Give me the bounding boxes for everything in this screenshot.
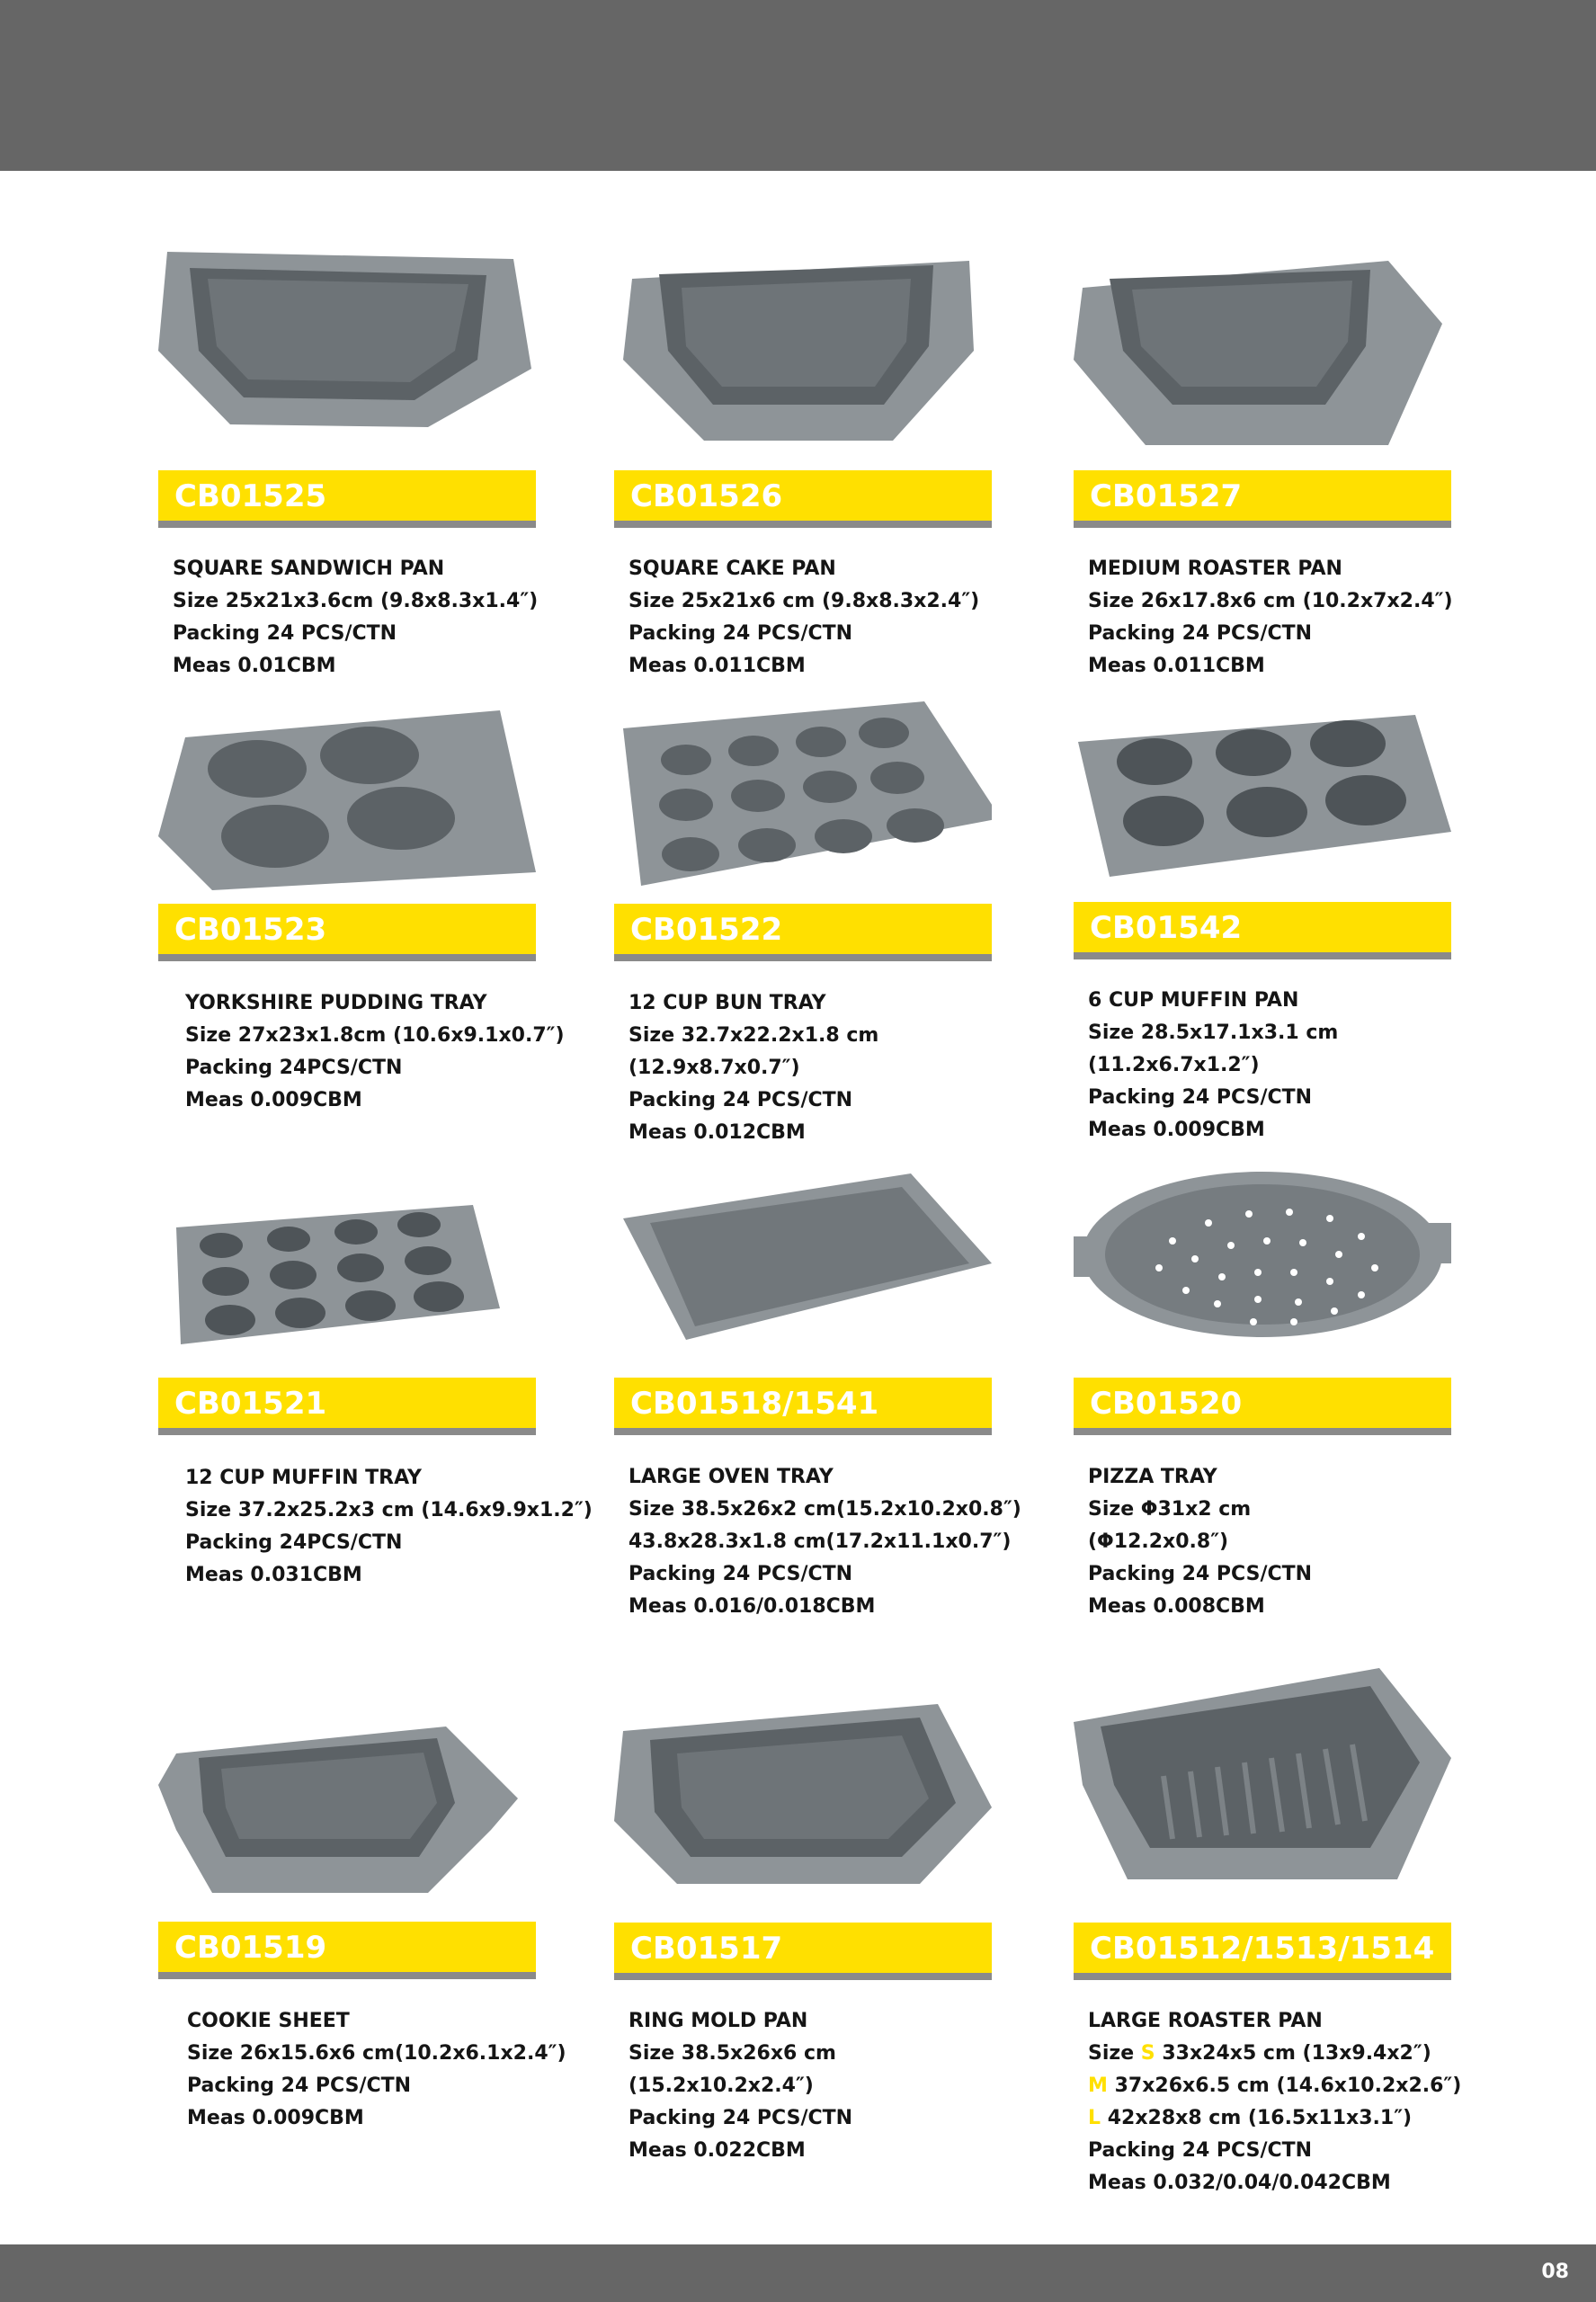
product-code-bar [1074, 1378, 1451, 1435]
product-spec [187, 2005, 566, 2135]
product-code: CB01518/1541 [630, 1386, 879, 1422]
product-name: COOKIE SHEET [187, 2010, 350, 2032]
product-spec [629, 2005, 852, 2167]
ring-mold-pan-image [614, 1704, 992, 1884]
product-packing: Packing 24 PCS/CTN [1088, 622, 1313, 645]
product-code: CB01512/1513/1514 [1090, 1931, 1435, 1967]
product-meas: Meas 0.022CBM [629, 2139, 806, 2162]
product-code-bar [1074, 902, 1451, 959]
product-code-bar [614, 1923, 992, 1980]
product-meas: Meas 0.008CBM [1088, 1595, 1265, 1618]
product-size: Size 38.5x26x2 cm(15.2x10.2x0.8″) [629, 1498, 1021, 1521]
size-value-s: 33x24x5 cm (13x9.4x2″) [1162, 2042, 1431, 2065]
product-spec [1088, 985, 1338, 1147]
product-code-bar [158, 1922, 536, 1979]
product-packing: Packing 24 PCS/CTN [187, 2074, 412, 2097]
product-size: Size 25x21x6 cm (9.8x8.3x2.4″) [629, 590, 980, 612]
product-name: PIZZA TRAY [1088, 1466, 1217, 1488]
product-size: Size 26x15.6x6 cm(10.2x6.1x2.4″) [187, 2042, 566, 2065]
product-name: 6 CUP MUFFIN PAN [1088, 989, 1299, 1012]
product-code: CB01542 [1090, 910, 1243, 946]
product-spec [185, 987, 565, 1117]
product-code-bar [158, 1378, 536, 1435]
product-packing: Packing 24 PCS/CTN [173, 622, 397, 645]
product-code-bar [614, 904, 992, 961]
product-size: Size 38.5x26x6 cm [629, 2042, 836, 2065]
product-packing: Packing 24PCS/CTN [185, 1057, 403, 1079]
size-value-m: 37x26x6.5 cm (14.6x10.2x2.6″) [1114, 2074, 1462, 2097]
product-spec [1088, 2005, 1461, 2199]
product-size-inches: (12.9x8.7x0.7″) [629, 1057, 800, 1079]
product-spec [173, 553, 538, 683]
product-code: CB01517 [630, 1931, 783, 1967]
page-number: 08 [1541, 2261, 1569, 2283]
product-name: RING MOLD PAN [629, 2010, 808, 2032]
size-tag-s: S [1140, 2042, 1155, 2065]
product-meas: Meas 0.016/0.018CBM [629, 1595, 876, 1618]
product-spec [1088, 1461, 1312, 1623]
product-code-bar [614, 470, 992, 528]
product-packing: Packing 24 PCS/CTN [629, 622, 853, 645]
square-cake-pan-image [614, 225, 992, 445]
header-band [0, 0, 1596, 171]
product-code: CB01519 [174, 1930, 327, 1966]
product-meas: Meas 0.009CBM [1088, 1119, 1265, 1141]
product-code: CB01522 [630, 912, 783, 948]
product-code: CB01523 [174, 912, 327, 948]
product-code: CB01527 [1090, 478, 1243, 514]
product-code-bar [1074, 1923, 1451, 1980]
product-name: YORKSHIRE PUDDING TRAY [185, 992, 487, 1014]
medium-roaster-pan-image [1074, 225, 1451, 445]
12-cup-muffin-tray-image [158, 1196, 536, 1344]
product-meas: Meas 0.009CBM [187, 2107, 364, 2129]
large-roaster-pan-image [1074, 1668, 1451, 1879]
product-meas: Meas 0.032/0.04/0.042CBM [1088, 2172, 1391, 2194]
product-name: SQUARE SANDWICH PAN [173, 558, 445, 580]
product-code: CB01521 [174, 1386, 327, 1422]
product-meas: Meas 0.009CBM [185, 1089, 362, 1111]
product-size-inches: (11.2x6.7x1.2″) [1088, 1054, 1260, 1076]
product-size-m [1088, 2070, 1461, 2102]
product-meas: Meas 0.01CBM [173, 655, 336, 677]
size-value-l: 42x28x8 cm (16.5x11x3.1″) [1107, 2107, 1413, 2129]
product-meas: Meas 0.012CBM [629, 1121, 806, 1144]
product-spec [185, 1462, 593, 1592]
product-name: MEDIUM ROASTER PAN [1088, 558, 1342, 580]
product-size-l [1088, 2102, 1461, 2135]
product-name: 12 CUP MUFFIN TRAY [185, 1467, 422, 1489]
yorkshire-pudding-tray-image [158, 710, 536, 904]
product-meas: Meas 0.011CBM [1088, 655, 1265, 677]
square-sandwich-pan-image [158, 225, 536, 445]
product-spec [1088, 553, 1453, 683]
product-size: Size Φ31x2 cm [1088, 1498, 1252, 1521]
6-cup-muffin-pan-image [1074, 706, 1451, 881]
footer-band [0, 2244, 1596, 2302]
pizza-tray-image [1074, 1169, 1451, 1340]
product-code-bar [614, 1378, 992, 1435]
product-code-bar [158, 470, 536, 528]
product-name: LARGE OVEN TRAY [629, 1466, 834, 1488]
product-size-s [1088, 2038, 1461, 2070]
product-packing: Packing 24PCS/CTN [185, 1531, 403, 1554]
product-size-large: 43.8x28.3x1.8 cm(17.2x11.1x0.7″) [629, 1530, 1012, 1553]
cookie-sheet-image [158, 1722, 536, 1897]
product-name: SQUARE CAKE PAN [629, 558, 836, 580]
product-spec [629, 553, 979, 683]
product-packing: Packing 24 PCS/CTN [1088, 1563, 1313, 1585]
12-cup-bun-tray-image [614, 701, 992, 890]
product-size: Size 25x21x3.6cm (9.8x8.3x1.4″) [173, 590, 539, 612]
product-spec [629, 1461, 1021, 1623]
product-meas: Meas 0.011CBM [629, 655, 806, 677]
product-packing: Packing 24 PCS/CTN [629, 1089, 853, 1111]
product-packing: Packing 24 PCS/CTN [629, 2107, 853, 2129]
large-oven-tray-image [614, 1173, 992, 1340]
product-size: Size 27x23x1.8cm (10.6x9.1x0.7″) [185, 1024, 565, 1047]
product-code: CB01525 [174, 478, 327, 514]
product-spec [629, 987, 878, 1149]
product-size: Size 28.5x17.1x3.1 cm [1088, 1022, 1339, 1044]
product-code: CB01520 [1090, 1386, 1243, 1422]
product-size: Size 37.2x25.2x3 cm (14.6x9.9x1.2″) [185, 1499, 593, 1521]
product-code-bar [1074, 470, 1451, 528]
size-tag-l: L [1088, 2107, 1101, 2129]
product-size: Size 32.7x22.2x1.8 cm [629, 1024, 879, 1047]
size-label: Size [1088, 2042, 1135, 2065]
product-code: CB01526 [630, 478, 783, 514]
product-name: 12 CUP BUN TRAY [629, 992, 826, 1014]
product-meas: Meas 0.031CBM [185, 1564, 362, 1586]
product-packing: Packing 24 PCS/CTN [1088, 2139, 1313, 2162]
product-name: LARGE ROASTER PAN [1088, 2010, 1323, 2032]
product-size-inches: (15.2x10.2x2.4″) [629, 2074, 814, 2097]
product-size-inches: (Φ12.2x0.8″) [1088, 1530, 1229, 1553]
product-packing: Packing 24 PCS/CTN [629, 1563, 853, 1585]
product-code-bar [158, 904, 536, 961]
product-size: Size 26x17.8x6 cm (10.2x7x2.4″) [1088, 590, 1453, 612]
product-packing: Packing 24 PCS/CTN [1088, 1086, 1313, 1109]
size-tag-m: M [1088, 2074, 1108, 2097]
